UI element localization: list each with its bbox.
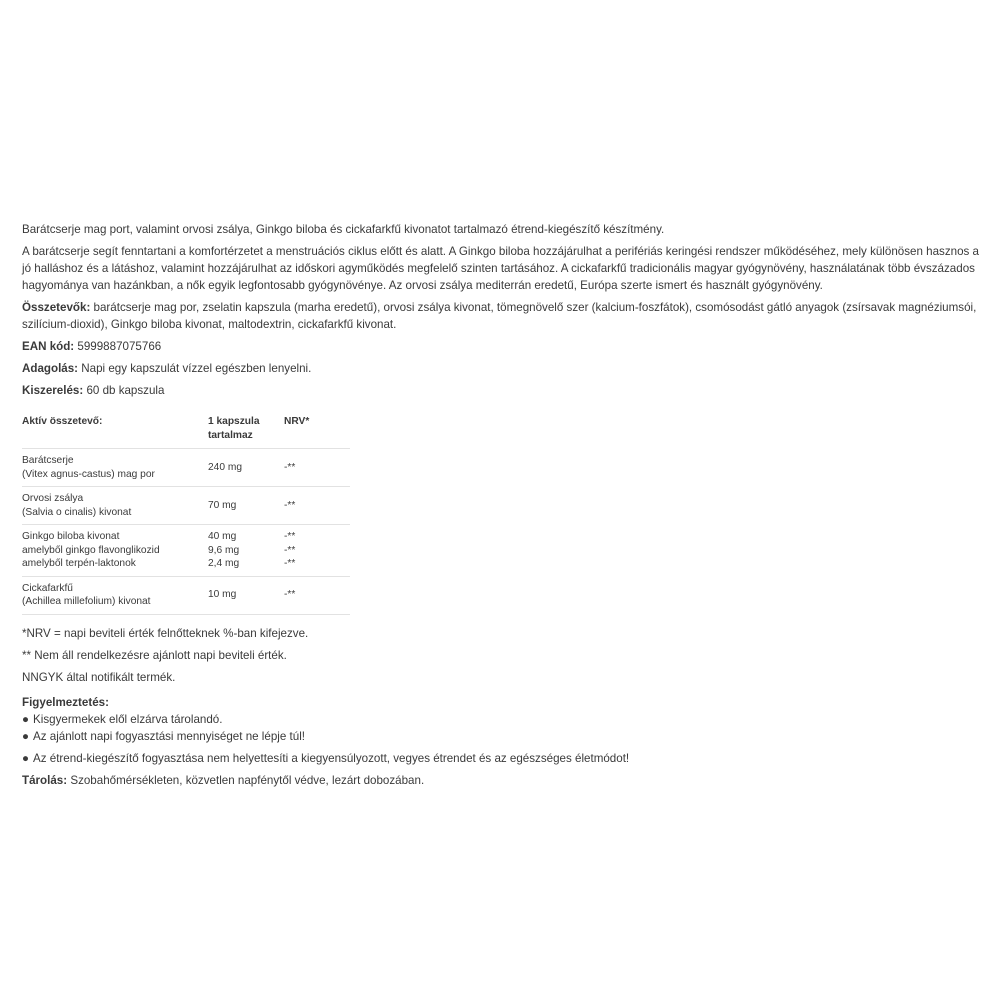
ingredients-label: Összetevők: bbox=[22, 301, 91, 314]
list-item bbox=[22, 711, 982, 728]
nrv-line: -** bbox=[284, 531, 296, 542]
ingredient-nrv bbox=[284, 576, 350, 614]
warning-item-text: Kisgyermekek elől elzárva tárolandó. bbox=[33, 712, 223, 726]
ingredient-name-line: amelyből ginkgo flavonglikozid bbox=[22, 544, 160, 556]
package-line bbox=[22, 382, 982, 399]
ingredient-amount bbox=[208, 576, 284, 614]
ingredient-name-line: (Salvia o cinalis) kivonat bbox=[22, 506, 132, 518]
warning-list bbox=[22, 711, 982, 767]
list-item bbox=[22, 750, 982, 767]
nrv-line: -** bbox=[284, 461, 296, 473]
amount-line: 70 mg bbox=[208, 499, 237, 511]
dosage-label: Adagolás: bbox=[22, 362, 79, 375]
header-ingredient: Aktív összetevő: bbox=[22, 409, 208, 449]
ingredient-name-line: Barátcserje bbox=[22, 455, 74, 466]
amount-line: 2,4 mg bbox=[208, 558, 240, 569]
description-text: A barátcserje segít fenntartani a komfortérzetet a menstruációs ciklus előtt és alatt. A Ginkgo biloba hozzájárulhat a perifériás keringési rendszer működéséhez, mely különösen hasznos a jó halláshoz és a látáshoz, valamint hozzájárulhat az időskori agyműködés megfelelő szinten tartásához. A cickafarkfű tradicionális magyar gyógynövény, használatának több évszázados hagyománya van hazánkban, a nők egyik legfontosabb gyógynövénye. Az orvosi zsálya mediterrán eredetű, Európa szerte ismert és használt gyógynövény. bbox=[22, 245, 979, 292]
notification-note: NNGYK által notifikált termék. bbox=[22, 670, 176, 684]
intro-text: Barátcserje mag port, valamint orvosi zsálya, Ginkgo biloba és cickafarkfű kivonatot tartalmazó étrend-kiegészítő készítmény. bbox=[22, 223, 665, 236]
amount-line: 10 mg bbox=[208, 589, 237, 601]
amount-line: 9,6 mg bbox=[208, 544, 240, 556]
ean-label: EAN kód: bbox=[22, 340, 75, 353]
table-row bbox=[22, 449, 350, 487]
ean-value: 5999887075766 bbox=[74, 340, 162, 353]
active-ingredients-table bbox=[22, 409, 350, 615]
nrv-note: *NRV = napi beviteli érték felnőtteknek %-ban kifejezve. bbox=[22, 626, 309, 640]
amount-line: 40 mg bbox=[208, 531, 237, 542]
dosage-value: Napi egy kapszulát vízzel egészben lenyelni. bbox=[78, 362, 312, 375]
ingredient-name-line: (Achillea millefolium) kivonat bbox=[22, 596, 151, 607]
table-row bbox=[22, 525, 350, 577]
list-item bbox=[22, 728, 982, 745]
storage-line bbox=[22, 772, 982, 789]
nrv-line: -** bbox=[284, 499, 296, 511]
ean-line bbox=[22, 338, 982, 355]
bullet-icon: ● bbox=[22, 712, 30, 726]
ingredient-name bbox=[22, 487, 208, 525]
ingredient-name bbox=[22, 576, 208, 614]
amount-line: 240 mg bbox=[208, 461, 242, 473]
ingredient-name-line: Orvosi zsálya bbox=[22, 493, 84, 504]
warning-item-text: Az étrend-kiegészítő fogyasztása nem helyettesíti a kiegyensúlyozott, vegyes étrendet és az egészséges életmódot! bbox=[33, 751, 630, 765]
ingredients-line bbox=[22, 299, 982, 333]
bullet-icon: ● bbox=[22, 751, 30, 765]
ingredient-amount bbox=[208, 449, 284, 487]
ingredient-nrv bbox=[284, 487, 350, 525]
package-value: 60 db kapszula bbox=[83, 384, 165, 397]
dosage-line bbox=[22, 360, 982, 377]
ingredient-amount bbox=[208, 487, 284, 525]
ingredient-amount bbox=[208, 525, 284, 577]
nrv-line: -** bbox=[284, 558, 296, 569]
ingredients-value: barátcserje mag por, zselatin kapszula (marha eredetű), orvosi zsálya kivonat, tömegnövelő szer (kalcium-foszfátok), csomósodást gátló anyagok (zsírsavak magnéziumsói, szilícium-dioxid), Ginkgo biloba kivonat, maltodextrin, cickafarkfű kivonat. bbox=[22, 301, 977, 331]
nrv-line: -** bbox=[284, 589, 296, 601]
no-nrv-note: ** Nem áll rendelkezésre ajánlott napi beviteli érték. bbox=[22, 648, 287, 662]
ingredient-name-line: (Vitex agnus-castus) mag por bbox=[22, 468, 155, 480]
warning-item-text: Az ajánlott napi fogyasztási mennyiséget ne lépje túl! bbox=[33, 729, 305, 743]
table-header-row bbox=[22, 409, 350, 449]
ingredient-name bbox=[22, 449, 208, 487]
ingredient-name bbox=[22, 525, 208, 577]
ingredient-nrv bbox=[284, 449, 350, 487]
warning-title: Figyelmeztetés: bbox=[22, 695, 109, 709]
ingredient-name-line: amelyből terpén-laktonok bbox=[22, 558, 136, 569]
header-nrv: NRV* bbox=[284, 409, 350, 449]
nrv-line: -** bbox=[284, 544, 296, 556]
table-row bbox=[22, 576, 350, 614]
ingredient-name-line: Cickafarkfű bbox=[22, 582, 73, 594]
header-amount: 1 kapszula tartalmaz bbox=[208, 409, 284, 449]
storage-label: Tárolás: bbox=[22, 773, 68, 787]
ingredient-name-line: Ginkgo biloba kivonat bbox=[22, 531, 120, 542]
product-description bbox=[22, 221, 982, 794]
table-row bbox=[22, 487, 350, 525]
storage-value: Szobahőmérsékleten, közvetlen napfénytől védve, lezárt dobozában. bbox=[67, 773, 425, 787]
package-label: Kiszerelés: bbox=[22, 384, 84, 397]
bullet-icon: ● bbox=[22, 729, 30, 743]
ingredient-nrv bbox=[284, 525, 350, 577]
